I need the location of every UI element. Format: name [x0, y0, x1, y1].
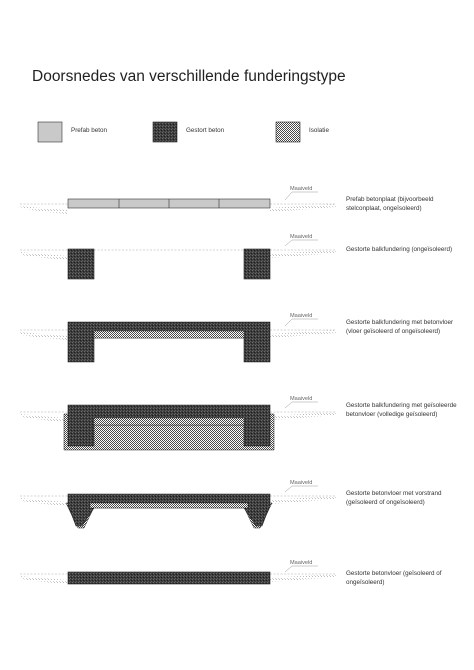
description-vloer-vorstrand: Gestorte betonvloer met vorstrand (geïsoleerd of ongeïsoleerd) — [346, 490, 442, 506]
maaiveld-label: Maaiveld — [290, 480, 313, 486]
section-vloer-vorstrand — [20, 486, 336, 528]
section-balkfundering-geisoleerd — [20, 402, 336, 450]
description-balkfundering: Gestorte balkfundering (ongeïsoleerd) — [346, 246, 453, 253]
legend-swatch-gestort — [153, 122, 177, 142]
legend-label-gestort: Gestort beton — [186, 127, 225, 134]
section-betonvloer — [20, 566, 336, 584]
legend-swatch-prefab — [38, 122, 62, 142]
description-balkfundering-geisoleerd: Gestorte balkfundering met geïsoleerde betonvloer (volledige geïsoleerd) — [346, 402, 457, 418]
legend-label-isolatie: Isolatie — [309, 127, 329, 134]
description-prefab-plaat: Prefab betonplaat (bijvoorbeeld stelconplaat, ongeïsoleerd) — [346, 196, 434, 212]
legend-label-prefab: Prefab beton — [71, 127, 108, 134]
maaiveld-label: Maaiveld — [290, 234, 313, 240]
section-balkfundering — [20, 240, 336, 279]
page-title: Doorsnedes van verschillende funderingstype — [32, 68, 346, 85]
legend-swatch-isolatie — [276, 122, 300, 142]
maaiveld-label: Maaiveld — [290, 313, 313, 319]
maaiveld-label: Maaiveld — [290, 186, 313, 192]
section-balkfundering-vloer — [20, 319, 336, 362]
section-prefab-plaat — [20, 192, 336, 214]
description-betonvloer: Gestorte betonvloer (geïsoleerd of ongeïsoleerd) — [346, 570, 442, 586]
maaiveld-label: Maaiveld — [290, 396, 313, 402]
maaiveld-label: Maaiveld — [290, 560, 313, 566]
description-balkfundering-vloer: Gestorte balkfundering met betonvloer (vloer geïsoleerd of ongeïsoleerd) — [346, 319, 454, 335]
